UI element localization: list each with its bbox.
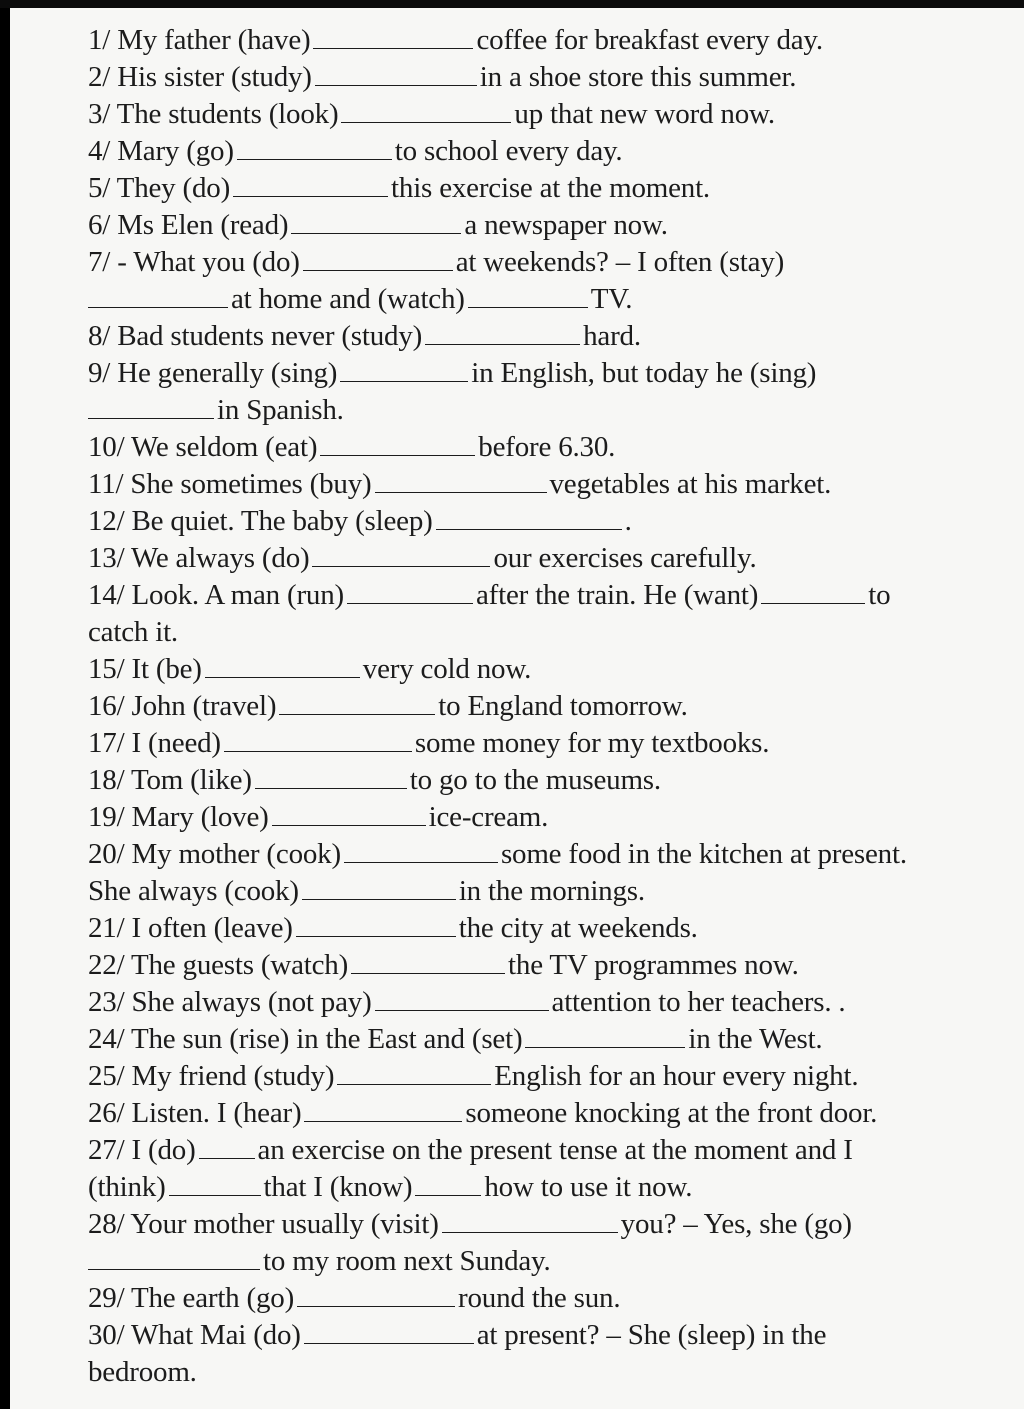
line-text: to England tomorrow.: [438, 690, 688, 722]
exercise-line: [88, 873, 645, 909]
exercise-line: [88, 503, 632, 539]
answer-blank[interactable]: [341, 98, 511, 123]
line-text: bedroom.: [88, 1356, 197, 1388]
line-text: 14/ Look. A man (run): [88, 579, 344, 611]
exercise-line: [88, 207, 668, 243]
line-text: 12/ Be quiet. The baby (sleep): [88, 505, 433, 537]
exercise-line: [88, 22, 823, 58]
line-text: 4/ Mary (go): [88, 135, 234, 167]
line-text: the city at weekends.: [458, 912, 698, 944]
exercise-line: [88, 1058, 858, 1094]
exercise-line: [88, 1317, 826, 1353]
exercise-line: [88, 799, 548, 835]
answer-blank[interactable]: [315, 61, 477, 86]
exercise-line: [88, 910, 698, 946]
line-text: to go to the museums.: [409, 764, 661, 796]
line-text: 11/ She sometimes (buy): [88, 468, 372, 500]
line-text: 2/ His sister (study): [88, 61, 312, 93]
line-text: before 6.30.: [478, 431, 616, 463]
line-text: this exercise at the moment.: [391, 172, 710, 204]
line-text: 26/ Listen. I (hear): [88, 1097, 302, 1129]
exercise-line: [88, 1095, 877, 1131]
line-text: 10/ We seldom (eat): [88, 431, 318, 463]
top-edge: [0, 0, 1024, 8]
line-text: 6/ Ms Elen (read): [88, 209, 289, 241]
line-text: catch it.: [88, 616, 178, 648]
line-text: in a shoe store this summer.: [479, 61, 797, 93]
line-text: in the mornings.: [458, 875, 645, 907]
line-text: at present? – She (sleep) in the: [476, 1319, 827, 1351]
exercise-line: [88, 540, 757, 576]
exercise-line: [88, 836, 907, 872]
exercise-line: [88, 355, 816, 391]
exercise-line: [88, 281, 632, 317]
line-text: 27/ I (do): [88, 1134, 196, 1166]
answer-blank[interactable]: [436, 505, 622, 530]
line-text: (think): [88, 1171, 166, 1203]
line-text: ice-cream.: [428, 801, 549, 833]
line-text: to school every day.: [394, 135, 623, 167]
answer-blank[interactable]: [468, 283, 588, 308]
answer-blank[interactable]: [88, 394, 214, 419]
exercise-line: [88, 688, 688, 724]
line-text: some money for my textbooks.: [414, 727, 770, 759]
line-text: round the sun.: [458, 1282, 621, 1314]
line-text: the TV programmes now.: [508, 949, 799, 981]
answer-blank[interactable]: [88, 1245, 260, 1270]
line-text: coffee for breakfast every day.: [476, 24, 823, 56]
answer-blank[interactable]: [169, 1171, 261, 1196]
answer-blank[interactable]: [224, 727, 412, 752]
line-text: attention to her teachers. .: [551, 986, 846, 1018]
line-text: 3/ The students (look): [88, 98, 339, 130]
exercise-line: [88, 1021, 822, 1057]
line-text: She always (cook): [88, 875, 299, 907]
answer-blank[interactable]: [272, 801, 426, 826]
line-text: someone knocking at the front door.: [465, 1097, 878, 1129]
line-text: 9/ He generally (sing): [88, 357, 338, 389]
line-text: how to use it now.: [484, 1171, 693, 1203]
answer-blank[interactable]: [291, 209, 461, 234]
line-text: hard.: [583, 320, 641, 352]
exercise-line: [88, 1206, 852, 1242]
exercise-line: [88, 429, 615, 465]
line-text: 29/ The earth (go): [88, 1282, 295, 1314]
answer-blank[interactable]: [302, 875, 456, 900]
answer-blank[interactable]: [255, 764, 407, 789]
exercise-line: [88, 1132, 853, 1168]
line-text: 5/ They (do): [88, 172, 231, 204]
answer-blank[interactable]: [237, 135, 392, 160]
answer-blank[interactable]: [233, 172, 388, 197]
answer-blank[interactable]: [296, 912, 456, 937]
exercise-line: [88, 725, 769, 761]
exercise-line: [88, 651, 531, 687]
line-text: our exercises carefully.: [493, 542, 757, 574]
answer-blank[interactable]: [297, 1282, 455, 1307]
line-text: 22/ The guests (watch): [88, 949, 349, 981]
line-text: 17/ I (need): [88, 727, 221, 759]
answer-blank[interactable]: [344, 838, 498, 863]
answer-blank[interactable]: [88, 283, 228, 308]
answer-blank[interactable]: [351, 949, 505, 974]
line-text: 23/ She always (not pay): [88, 986, 372, 1018]
line-text: up that new word now.: [514, 98, 775, 130]
answer-blank[interactable]: [415, 1171, 481, 1196]
line-text: 16/ John (travel): [88, 690, 277, 722]
line-text: 13/ We always (do): [88, 542, 310, 574]
exercise-line: [88, 133, 622, 169]
exercise-line: [88, 1169, 692, 1205]
answer-blank[interactable]: [304, 1097, 462, 1122]
exercise-line: [88, 59, 796, 95]
line-text: very cold now.: [362, 653, 532, 685]
line-text: in Spanish.: [217, 394, 344, 426]
line-text: vegetables at his market.: [549, 468, 832, 500]
line-text: 8/ Bad students never (study): [88, 320, 423, 352]
line-text: 19/ Mary (love): [88, 801, 269, 833]
exercise-line: [88, 1243, 551, 1279]
exercise-line: [88, 1354, 197, 1390]
exercise-line: [88, 244, 784, 280]
exercise-line: [88, 170, 710, 206]
line-text: 24/ The sun (rise) in the East and (set): [88, 1023, 523, 1055]
answer-blank[interactable]: [303, 246, 453, 271]
line-text: after the train. He (want): [475, 579, 759, 611]
answer-blank[interactable]: [304, 1319, 474, 1344]
exercise-line: [88, 392, 344, 428]
answer-blank[interactable]: [199, 1134, 255, 1159]
line-text: at weekends? – I often (stay): [455, 246, 785, 278]
answer-blank[interactable]: [347, 579, 473, 604]
line-text: 28/ Your mother usually (visit): [88, 1208, 439, 1240]
answer-blank[interactable]: [337, 1060, 491, 1085]
line-text: to my room next Sunday.: [263, 1245, 551, 1277]
line-text: 20/ My mother (cook): [88, 838, 341, 870]
line-text: that I (know): [263, 1171, 413, 1203]
line-text: 7/ - What you (do): [88, 246, 300, 278]
line-text: 1/ My father (have): [88, 24, 311, 56]
exercise-line: [88, 96, 775, 132]
line-text: 18/ Tom (like): [88, 764, 252, 796]
worksheet-page: [10, 8, 1024, 1409]
answer-blank[interactable]: [425, 320, 580, 345]
exercise-line: [88, 984, 845, 1020]
answer-blank[interactable]: [279, 690, 435, 715]
answer-blank[interactable]: [525, 1023, 685, 1048]
exercise-line: [88, 577, 890, 613]
answer-blank[interactable]: [320, 431, 475, 456]
answer-blank[interactable]: [442, 1208, 618, 1233]
line-text: at home and (watch): [231, 283, 465, 315]
answer-blank[interactable]: [312, 542, 490, 567]
line-text: .: [624, 505, 632, 537]
answer-blank[interactable]: [205, 653, 360, 678]
line-text: an exercise on the present tense at the moment and I: [257, 1134, 853, 1166]
line-text: 30/ What Mai (do): [88, 1319, 301, 1351]
line-text: a newspaper now.: [464, 209, 668, 241]
line-text: TV.: [590, 283, 633, 315]
line-text: 25/ My friend (study): [88, 1060, 335, 1092]
answer-blank[interactable]: [340, 357, 468, 382]
exercise-line: [88, 614, 178, 650]
exercise-line: [88, 947, 799, 983]
exercise-line: [88, 762, 661, 798]
exercise-line: [88, 466, 831, 502]
line-text: some food in the kitchen at present.: [500, 838, 907, 870]
exercise-line: [88, 318, 641, 354]
line-text: in English, but today he (sing): [471, 357, 817, 389]
answer-blank[interactable]: [375, 986, 549, 1011]
line-text: you? – Yes, she (go): [620, 1208, 852, 1240]
line-text: 15/ It (be): [88, 653, 202, 685]
line-text: English for an hour every night.: [494, 1060, 859, 1092]
line-text: in the West.: [688, 1023, 823, 1055]
exercise-line: [88, 1280, 620, 1316]
answer-blank[interactable]: [313, 24, 473, 49]
line-text: to: [868, 579, 891, 611]
answer-blank[interactable]: [375, 468, 547, 493]
answer-blank[interactable]: [761, 579, 865, 604]
line-text: 21/ I often (leave): [88, 912, 293, 944]
